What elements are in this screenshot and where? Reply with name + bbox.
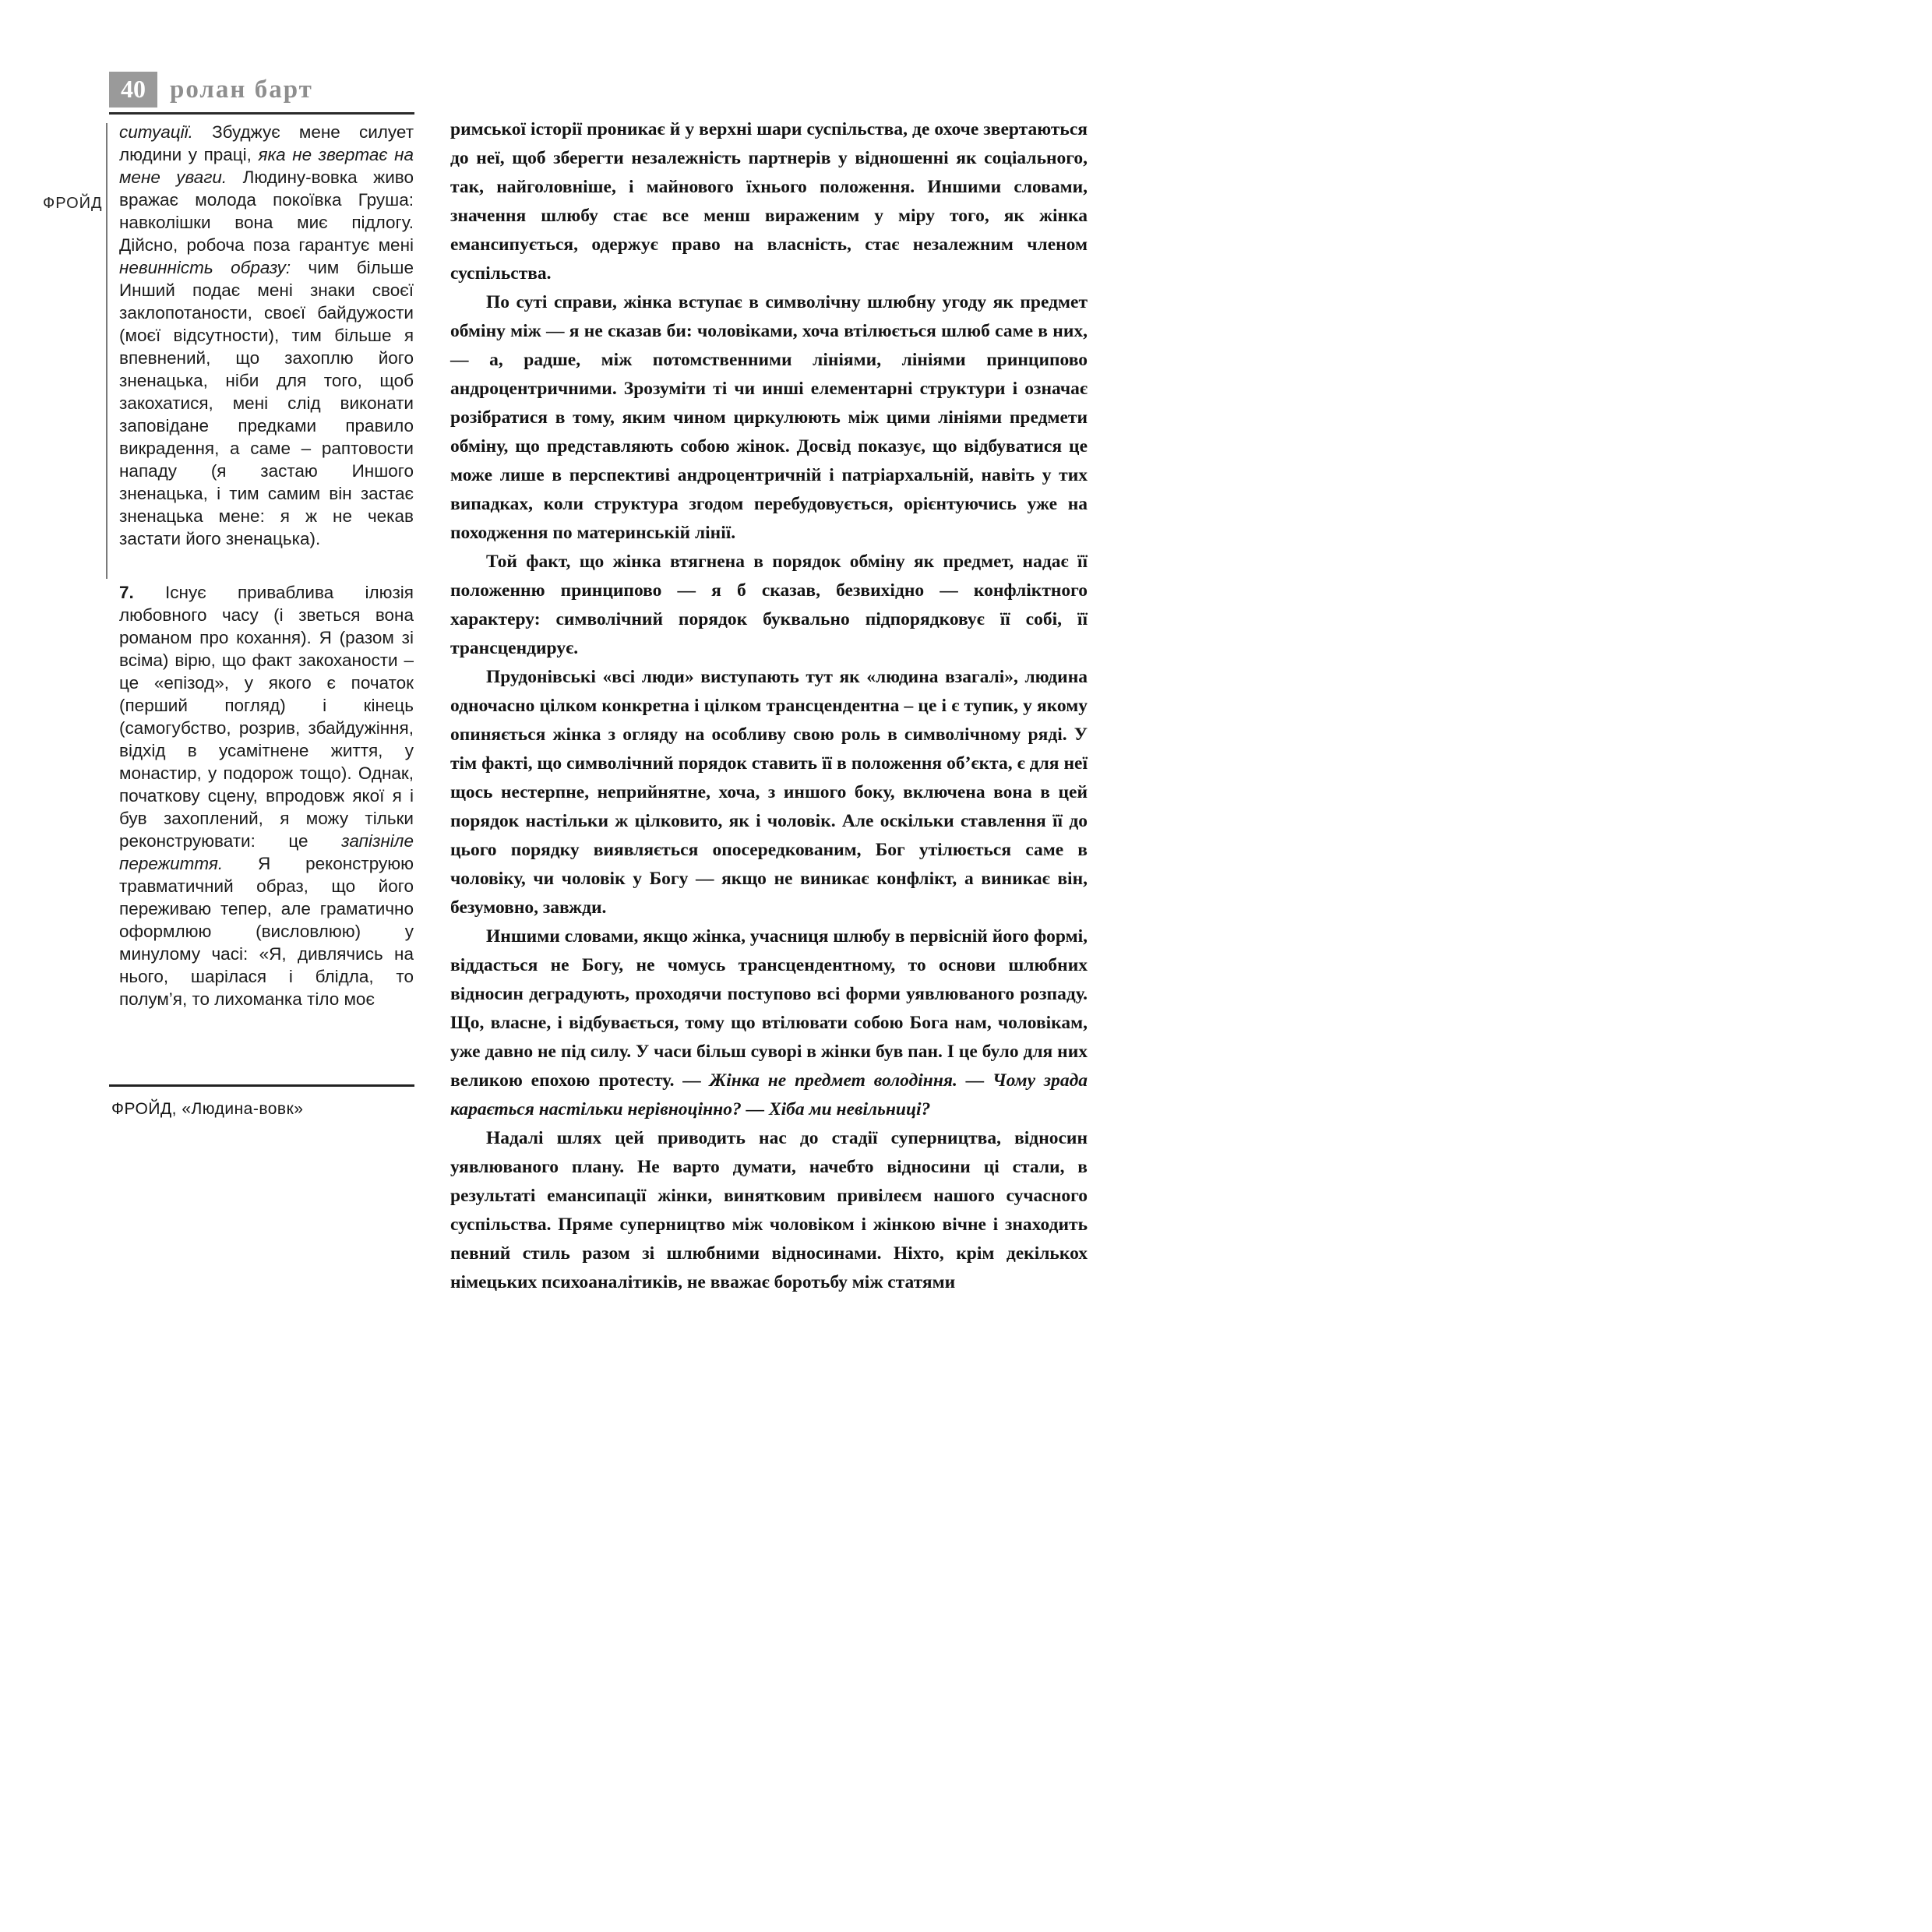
text-run: Існує приваблива ілюзія любовного часу (і зветься вона романом про кохання). Я (разом зі всіма) вірю, що факт закоханости – це «епізод», у якого є початок (перший погляд) і кінець (самогубство, розрив, збайдужіння, відхід в усамітнене життя, у монастир, у подорож тощо). Однак, початкову сцену, впродовж якої я і був захоплений, я можу тільки реконструювати: це xyxy=(119,583,414,851)
text-run-italic: запізніле пережиття. xyxy=(119,831,414,873)
text-run-italic: яка не звертає на мене уваги. xyxy=(119,145,414,187)
text-run-italic: ситуації. xyxy=(119,122,213,142)
text-run-italic: невинність образу: xyxy=(119,258,308,277)
header-rule xyxy=(109,112,414,115)
paragraph: Той факт, що жінка втягнена в порядок обміну як предмет, надає її положенню принципово — я б сказав, безвихідно — конфліктного характеру: символічний порядок буквально підпорядковує її собі, її трансцендирує. xyxy=(450,552,1088,658)
paragraph: Надалі шлях цей приводить нас до стадії суперництва, відносин уявлюваного плану. Не варто думати, начебто відносини ці стали, в результаті емансипації жінки, винятковим привілеєм нашого сучасного суспільства. Пряме суперництво між чоловіком і жінкою вічне і знаходить певний стиль разом зі шлюбними відносинами. Ніхто, крім декількох німецьких психоаналітиків, не вважає боротьбу між статями xyxy=(450,1128,1088,1292)
left-paragraph-7 xyxy=(119,581,414,1010)
text-run: Иншими словами, якщо жінка, учасниця шлюбу в первісній його формі, віддасться не Богу, не чомусь трансцендентному, то основи шлюбних відносин деградують, проходячи поступово всі форми уявлюваного розпаду. Що, власне, і відбувається, тому що втілювати собою Бога нам, чоловікам, уже давно не під силу. У часи більш суворі в жінки був пан. І це було для них великою епохою протесту. xyxy=(450,926,1088,1091)
left-column xyxy=(119,121,414,1010)
paragraph: Прудонівські «всі люди» виступають тут як «людина взагалі», людина одночасно цілком конкретна і цілком трансцендентна – це і є тупик, у якому опиняється жінка з огляду на особливу свою роль в символічному ряді. У тім факті, що символічний порядок ставить її в положення об’єкта, є для неї щось нестерпне, неприйнятне, хоча, з иншого боку, включена вона в цей порядок настільки ж цілковито, як і чоловік. Але оскільки ставлення її до цього порядку виявляється опосередкованим, Бог утілюється саме в чоловіку, чи чоловік у Богу — якщо не виникає конфлікт, а виникає він, безумовно, завжди. xyxy=(450,667,1088,918)
paragraph: По суті справи, жінка вступає в символічну шлюбну угоду як предмет обміну між — я не сказав би: чоловіками, хоча втілюється шлюб саме в них, — а, радше, між потомственними лініями, лініями принципово андроцентричними. Зрозуміти ті чи инші елементарні структури і означає розібратися в тому, яким чином циркулюють між цими лініями предмети обміну, що представляють собою жінок. Досвід показує, що відбуватися це може лише в перспективі андроцентричній і патріархальній, навіть у тих випадках, коли структура згодом перебудовується, орієнтуючись уже на походження по материнській лінії. xyxy=(450,292,1088,543)
paragraph: римської історії проникає й у верхні шари суспільства, де охоче звертаються до неї, щоб зберегти незалежність партнерів у відношенні як соціального, так, найголовніше, і майнового їхнього положення. Иншими словами, значення шлюбу стає все менш вираженим у міру того, як жінка емансипується, одержує право на власність, стає незалежним членом суспільства. xyxy=(450,119,1088,284)
left-paragraph-continuation xyxy=(119,121,414,550)
text-run: чим більше Инший подає мені знаки своєї заклопотаности, своєї байдужости (моєї відсутности), тим більше я впевнений, що захоплю його зненацька, ніби для того, щоб закохатися, мені слід виконати заповідане предками правило викрадення, а саме – раптовости нападу (я застаю Иншого зненацька, і тим самим він застає зненацька мене: я ж не чекав застати його зненацька). xyxy=(119,258,414,548)
page-header xyxy=(109,72,313,108)
text-run-emphasis: — Жінка не предмет володіння. — Чому зрада карається настільки нерівноцінно? — Хіба ми невільниці? xyxy=(450,1070,1088,1119)
footnote-rule xyxy=(109,1084,414,1087)
footnote-source: ФРОЙД, «Людина-вовк» xyxy=(111,1100,304,1118)
text-run-bold: 7. xyxy=(119,583,166,602)
running-title: ролан барт xyxy=(170,75,313,104)
margin-note-label: ФРОЙД xyxy=(43,195,103,212)
page-number: 40 xyxy=(109,72,157,108)
text-run: Збуджує мене силует людини у праці, xyxy=(119,122,414,164)
paragraph xyxy=(450,922,1088,1124)
text-run: Я реконструюю травматичний образ, що його переживаю тепер, але граматично оформлюю (висловлюю) у минулому часі: «Я, дивлячись на нього, шарілася і блідла, то полум’я, то лихоманка тіло моє xyxy=(119,854,414,1009)
text-run: Людину-вовка живо вражає молода покоївка Груша: навколішки вона миє підлогу. Дійсно, робоча поза гарантує мені xyxy=(119,167,414,255)
quote-vertical-rule xyxy=(106,123,108,579)
main-text-column xyxy=(450,115,1088,1297)
